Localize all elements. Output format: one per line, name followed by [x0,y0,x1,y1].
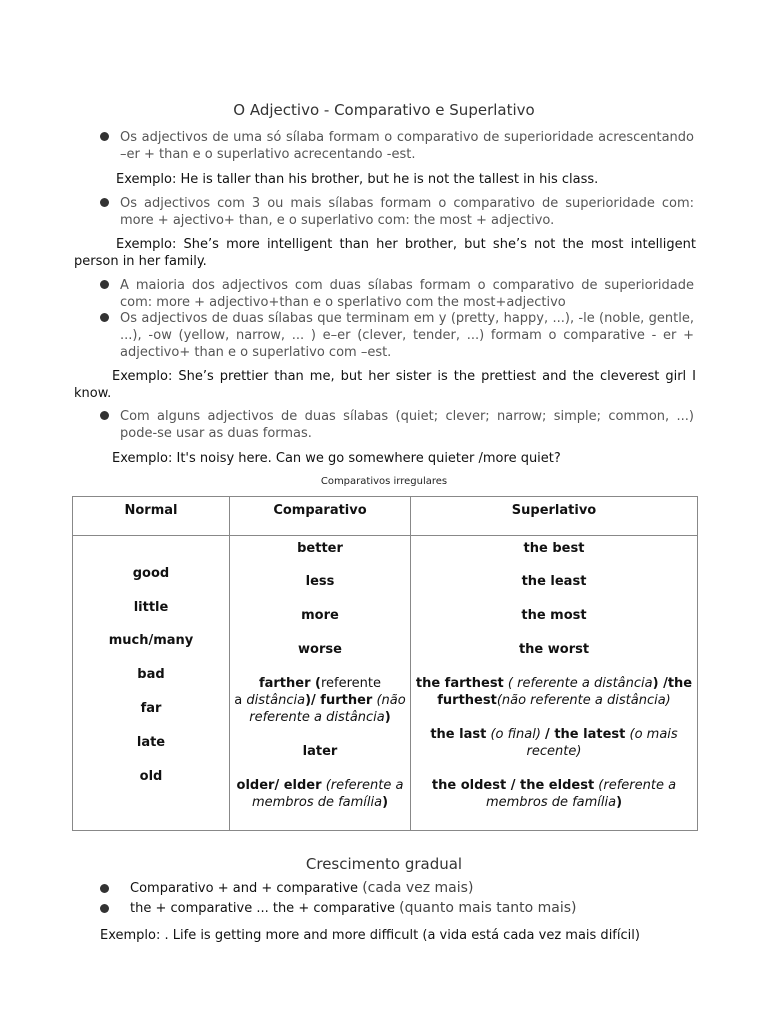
gradual-text-2 [130,900,577,916]
comp-more: more [301,608,339,623]
comp-older [231,777,409,811]
normal-little: little [133,600,169,615]
rule-text: Com alguns adjectivos de duas sílabas (quiet; clever; narrow; simple; common, ...) pode-se usar as duas formas. [120,409,694,441]
sup-oldest-bold: the oldest / the eldest [431,778,595,793]
superlativo-column [411,536,698,831]
comp-better: better [297,541,343,556]
gradual-note-1: (cada vez mais) [362,880,474,896]
gradual-formula-2: the + comparative ... the + comparative [130,901,400,916]
table-body-row [73,536,698,831]
bullet-icon [100,280,109,289]
comp-further-italic-2: referente a distância [249,710,385,725]
bullet-icon [100,313,109,322]
normal-column [73,536,230,831]
sup-farthest-bold: the farthest [415,676,504,691]
comp-further-italic: (não [376,693,406,708]
comp-farther-bold: farther ( [258,676,321,691]
gradual-formula-1: Comparativo + and + comparative [130,881,363,896]
comp-later: later [302,744,338,759]
rule-text: Os adjectivos com 3 ou mais sílabas formam o comparativo de superioridade com: more + ajectivo+ than, e o superlativo com: the most + adjectivo. [120,196,694,228]
gradual-example: Exemplo: . Life is getting more and more difficult (a vida está cada vez mais difícil) [100,928,640,943]
comp-older-italic-2: membros de família [251,795,383,810]
comp-worse: worse [298,642,342,657]
bullet-icon [100,904,109,913]
gradual-note-2: quanto mais tanto mais) [404,900,577,916]
bullet-icon [100,132,109,141]
normal-much-many: much/many [108,633,194,648]
normal-late: late [136,735,166,750]
sup-latest-italic: (o mais [629,727,678,742]
sup-oldest [412,777,696,811]
irregular-comparatives-table [72,496,698,831]
normal-good: good [132,566,170,581]
sup-farthest [412,675,696,709]
sup-oldest-italic-2: membros de família [485,795,617,810]
comp-farther-italic: distância [246,693,306,708]
sup-latest-bold: / the latest [545,727,626,742]
rule-bullet-5 [100,408,694,442]
table-header-row [73,497,698,536]
sup-farthest-italic-2: distância [593,676,653,691]
sup-farthest-italic: ( referente a [507,676,594,691]
sup-latest-italic-2: recente) [526,744,582,759]
comp-older-italic: (referente a [325,778,404,793]
example-1: Exemplo: He is taller than his brother, but he is not the tallest in his class. [116,172,599,187]
bullet-icon [100,411,109,420]
rule-text: Os adjectivos de uma só sílaba formam o comparativo de superioridade acrescentando –er + than e o superlativo acrecentando -est. [120,130,694,162]
table-caption: Comparativos irregulares [320,476,448,487]
rule-bullet-3 [100,277,694,311]
header-normal: Normal [73,497,230,536]
normal-far: far [140,701,162,716]
example-4: Exemplo: It's noisy here. Can we go somewhere quieter /more quiet? [112,451,561,466]
normal-bad: bad [137,667,165,682]
rule-bullet-2 [100,195,694,229]
comp-older-bold: older/ elder [236,778,322,793]
gradual-note-open: ( [399,900,405,916]
rule-text: A maioria dos adjectivos com duas sílabas formam o comparativo de superioridade com: more + adjectivo+than e o sperlativo com the most+adjectivo [120,278,694,310]
sup-furthest-italic: (não referente a distância) [496,693,671,708]
rule-text: Os adjectivos de duas sílabas que terminam em y (pretty, happy, ...), -le (noble, gentle, ...), -ow (yellow, narrow, ... ) e–er (clever, tender, ...) formam o comparative - er + adjectivo+ than e o superlativo com –est. [120,311,694,360]
comp-farther-text: referente [320,676,382,691]
normal-old: old [139,769,163,784]
header-superlativo: Superlativo [411,497,698,536]
comp-further-bold: )/ further [305,693,373,708]
sup-furthest-bold: furthest [437,693,497,708]
sup-best: the best [523,541,585,556]
sup-most: the most [521,608,587,623]
sup-oldest-italic: (referente a [598,778,677,793]
comp-farther-text-2: a [234,693,247,708]
bullet-icon [100,884,109,893]
page-title: O Adjectivo - Comparativo e Superlativo [233,101,535,119]
comp-older-close: ) [382,795,389,810]
bullet-icon [100,198,109,207]
rule-bullet-1 [100,129,694,163]
sup-worst: the worst [518,642,590,657]
sup-least: the least [521,574,587,589]
comp-further-close: ) [384,710,391,725]
rule-bullet-4 [100,310,694,361]
header-comparativo: Comparativo [230,497,411,536]
comp-farther [231,675,409,726]
comp-less: less [305,574,335,589]
sup-last-italic: (o final) [490,727,541,742]
sup-oldest-close: ) [616,795,623,810]
comparativo-column [230,536,411,831]
gradual-heading: Crescimento gradual [305,855,463,873]
sup-last [412,726,696,760]
gradual-text-1 [130,880,473,896]
example-3: Exemplo: She’s prettier than me, but her sister is the prettiest and the cleverest girl I know. [74,369,696,401]
example-2: Exemplo: She’s more intelligent than her brother, but she’s not the most intelligent person in her family. [74,237,696,269]
sup-farthest-bold-2: ) /the [652,676,693,691]
sup-last-bold: the last [430,727,487,742]
